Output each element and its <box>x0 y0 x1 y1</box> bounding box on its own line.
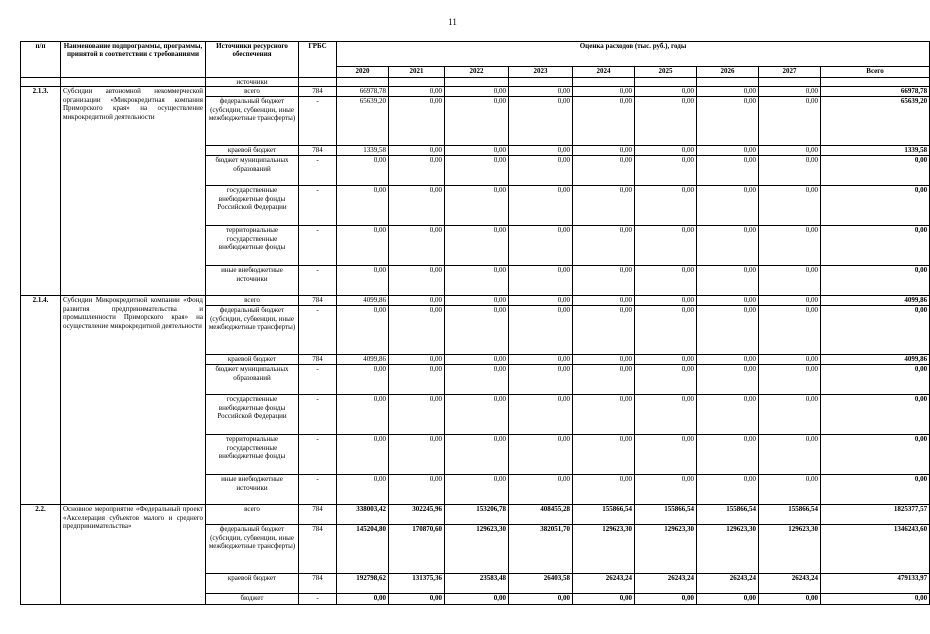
row-total: 0,00 <box>821 226 930 266</box>
row-value: 0,00 <box>509 475 573 505</box>
row-value: 0,00 <box>759 296 821 306</box>
row-value: 26243,24 <box>573 574 635 594</box>
row-value: 382051,70 <box>509 525 573 574</box>
row-value: 0,00 <box>759 365 821 395</box>
row-code: 2.1.4. <box>21 296 61 505</box>
row-value: 0,00 <box>389 365 445 395</box>
row-value: 0,00 <box>635 266 697 296</box>
row-value: 0,00 <box>759 97 821 146</box>
row-value: 0,00 <box>759 395 821 435</box>
row-grbs: 784 <box>299 505 337 525</box>
row-value: 0,00 <box>389 146 445 156</box>
row-name: Субсидии автономной некоммерческой организации «Микрокредитная компания Приморского края» на осуществление микрокредитной деятельности <box>61 87 206 296</box>
row-value: 302245,96 <box>389 505 445 525</box>
row-value: 0,00 <box>697 226 759 266</box>
header-year: 2025 <box>635 67 697 78</box>
row-grbs: - <box>299 186 337 226</box>
row-value: 0,00 <box>573 435 635 475</box>
row-grbs: 784 <box>299 525 337 574</box>
header-year: 2024 <box>573 67 635 78</box>
row-source: государственные внебюджетные фонды Российской Федерации <box>206 186 299 226</box>
row-value: 0,00 <box>635 296 697 306</box>
row-grbs: 784 <box>299 574 337 594</box>
row-value: 0,00 <box>635 226 697 266</box>
row-total: 0,00 <box>821 186 930 226</box>
row-value: 0,00 <box>635 365 697 395</box>
row-source: государственные внебюджетные фонды Российской Федерации <box>206 395 299 435</box>
row-value: 4099,86 <box>337 296 389 306</box>
row-source: краевой бюджет <box>206 146 299 156</box>
page-number: 11 <box>448 17 457 27</box>
row-value: 0,00 <box>573 306 635 355</box>
row-value: 192798,62 <box>337 574 389 594</box>
row-value: 0,00 <box>389 87 445 97</box>
row-value: 0,00 <box>445 395 509 435</box>
row-value: 0,00 <box>759 156 821 186</box>
row-value: 0,00 <box>509 435 573 475</box>
row-value: 0,00 <box>389 306 445 355</box>
row-grbs: - <box>299 306 337 355</box>
row-value: 408455,28 <box>509 505 573 525</box>
row-grbs: - <box>299 435 337 475</box>
row-total: 0,00 <box>821 266 930 296</box>
row-grbs: - <box>299 97 337 146</box>
row-value: 0,00 <box>697 296 759 306</box>
row-value: 0,00 <box>759 186 821 226</box>
row-value: 0,00 <box>389 355 445 365</box>
row-value: 0,00 <box>337 186 389 226</box>
row-value: 155866,54 <box>635 505 697 525</box>
row-value: 0,00 <box>337 594 389 605</box>
row-source: территориальные государственные внебюджетные фонды <box>206 435 299 475</box>
row-value: 0,00 <box>759 475 821 505</box>
row-total: 4099,86 <box>821 296 930 306</box>
row-value: 0,00 <box>759 226 821 266</box>
row-value: 0,00 <box>635 156 697 186</box>
budget-table <box>20 41 930 605</box>
row-value: 0,00 <box>389 226 445 266</box>
row-grbs: - <box>299 365 337 395</box>
row-grbs: - <box>299 475 337 505</box>
row-value: 0,00 <box>573 365 635 395</box>
row-value: 65639,20 <box>337 97 389 146</box>
row-source: бюджет муниципальных образований <box>206 156 299 186</box>
row-value: 0,00 <box>509 87 573 97</box>
row-value: 0,00 <box>389 594 445 605</box>
row-value: 170870,60 <box>389 525 445 574</box>
header-year: 2021 <box>389 67 445 78</box>
row-value: 0,00 <box>573 146 635 156</box>
row-name: Субсидии Микрокредитной компании «Фонд развития предпринимательства и промышленности Приморского края» на осуществление микрокредитной деятельности <box>61 296 206 505</box>
row-value: 0,00 <box>697 97 759 146</box>
row-value: 0,00 <box>509 146 573 156</box>
row-source: федеральный бюджет (субсидии, субвенции, иные межбюджетные трансферты) <box>206 97 299 146</box>
row-value: 0,00 <box>445 435 509 475</box>
table-row <box>21 87 930 97</box>
row-source: всего <box>206 296 299 306</box>
row-value: 0,00 <box>573 186 635 226</box>
row-value: 0,00 <box>445 186 509 226</box>
row-total: 1346243,60 <box>821 525 930 574</box>
row-source: федеральный бюджет (субсидии, субвенции, иные межбюджетные трансферты) <box>206 306 299 355</box>
row-value: 0,00 <box>445 266 509 296</box>
row-value: 26403,58 <box>509 574 573 594</box>
header-name: Наименование подпрограммы, программы, принятой в соответствии с требованиями <box>61 42 206 78</box>
row-value: 153206,78 <box>445 505 509 525</box>
row-value: 0,00 <box>509 355 573 365</box>
row-value: 0,00 <box>697 395 759 435</box>
row-source: федеральный бюджет (субсидии, субвенции, иные межбюджетные трансферты) <box>206 525 299 574</box>
row-value: 0,00 <box>697 146 759 156</box>
row-name: Основное мероприятие «Федеральный проект «Акселерация субъектов малого и среднего предпринимательства» <box>61 505 206 605</box>
row-value: 4099,86 <box>337 355 389 365</box>
header-year: 2020 <box>337 67 389 78</box>
row-grbs: 784 <box>299 87 337 97</box>
row-value: 0,00 <box>509 226 573 266</box>
row-total: 0,00 <box>821 395 930 435</box>
header-year: 2026 <box>697 67 759 78</box>
row-value: 0,00 <box>445 594 509 605</box>
row-value: 129623,30 <box>759 525 821 574</box>
row-value: 155866,54 <box>573 505 635 525</box>
row-value: 155866,54 <box>697 505 759 525</box>
table-body <box>21 87 930 605</box>
row-value: 0,00 <box>635 97 697 146</box>
row-grbs: - <box>299 266 337 296</box>
row-value: 0,00 <box>337 156 389 186</box>
header-carry-source: источники <box>206 78 299 87</box>
row-total: 0,00 <box>821 475 930 505</box>
row-value: 26243,24 <box>759 574 821 594</box>
row-value: 131375,36 <box>389 574 445 594</box>
header-grbs: ГРБС <box>299 42 337 78</box>
row-value: 0,00 <box>573 266 635 296</box>
row-value: 0,00 <box>509 395 573 435</box>
row-value: 0,00 <box>389 475 445 505</box>
row-value: 0,00 <box>389 435 445 475</box>
row-value: 0,00 <box>697 365 759 395</box>
row-value: 129623,30 <box>697 525 759 574</box>
row-total: 479133,97 <box>821 574 930 594</box>
row-value: 1339,58 <box>337 146 389 156</box>
row-value: 129623,30 <box>445 525 509 574</box>
row-value: 0,00 <box>337 266 389 296</box>
row-source: иные внебюджетные источники <box>206 266 299 296</box>
row-source: всего <box>206 87 299 97</box>
row-value: 0,00 <box>509 156 573 186</box>
row-total: 66978,78 <box>821 87 930 97</box>
row-value: 0,00 <box>635 475 697 505</box>
row-value: 0,00 <box>445 355 509 365</box>
row-value: 0,00 <box>445 156 509 186</box>
row-value: 26243,24 <box>635 574 697 594</box>
row-grbs: 784 <box>299 146 337 156</box>
row-value: 0,00 <box>389 395 445 435</box>
header-year: 2023 <box>509 67 573 78</box>
row-value: 0,00 <box>445 296 509 306</box>
row-value: 26243,24 <box>697 574 759 594</box>
row-value: 0,00 <box>389 296 445 306</box>
row-value: 0,00 <box>445 226 509 266</box>
row-value: 0,00 <box>573 296 635 306</box>
row-value: 0,00 <box>337 475 389 505</box>
header-estimate: Оценка расходов (тыс. руб.), годы <box>337 42 930 67</box>
row-grbs: - <box>299 226 337 266</box>
table-row <box>21 296 930 306</box>
row-value: 0,00 <box>759 594 821 605</box>
row-value: 0,00 <box>697 594 759 605</box>
row-value: 145204,80 <box>337 525 389 574</box>
row-source: территориальные государственные внебюджетные фонды <box>206 226 299 266</box>
row-value: 0,00 <box>759 87 821 97</box>
row-source: бюджет <box>206 594 299 605</box>
row-source: краевой бюджет <box>206 574 299 594</box>
row-value: 0,00 <box>635 355 697 365</box>
row-total: 65639,20 <box>821 97 930 146</box>
row-value: 0,00 <box>635 306 697 355</box>
row-value: 0,00 <box>573 226 635 266</box>
row-value: 0,00 <box>573 87 635 97</box>
row-value: 0,00 <box>509 365 573 395</box>
row-value: 0,00 <box>759 435 821 475</box>
row-value: 0,00 <box>697 266 759 296</box>
header-year: 2022 <box>445 67 509 78</box>
row-value: 0,00 <box>635 395 697 435</box>
row-value: 0,00 <box>337 435 389 475</box>
row-source: бюджет муниципальных образований <box>206 365 299 395</box>
row-value: 23583,48 <box>445 574 509 594</box>
row-value: 0,00 <box>445 146 509 156</box>
row-code: 2.2. <box>21 505 61 605</box>
row-value: 338003,42 <box>337 505 389 525</box>
row-value: 0,00 <box>445 365 509 395</box>
row-value: 0,00 <box>573 475 635 505</box>
row-total: 0,00 <box>821 435 930 475</box>
row-value: 0,00 <box>509 186 573 226</box>
row-value: 0,00 <box>445 475 509 505</box>
table-row <box>21 505 930 525</box>
row-value: 0,00 <box>635 146 697 156</box>
row-code: 2.1.3. <box>21 87 61 296</box>
row-grbs: 784 <box>299 355 337 365</box>
row-source: краевой бюджет <box>206 355 299 365</box>
row-value: 0,00 <box>445 306 509 355</box>
row-value: 0,00 <box>573 355 635 365</box>
row-value: 0,00 <box>509 266 573 296</box>
row-value: 0,00 <box>337 395 389 435</box>
row-value: 0,00 <box>697 355 759 365</box>
row-value: 0,00 <box>635 594 697 605</box>
row-value: 0,00 <box>337 365 389 395</box>
row-total: 4099,86 <box>821 355 930 365</box>
row-value: 0,00 <box>635 435 697 475</box>
row-grbs: - <box>299 594 337 605</box>
row-value: 0,00 <box>759 146 821 156</box>
row-value: 0,00 <box>697 87 759 97</box>
row-value: 0,00 <box>759 306 821 355</box>
row-grbs: 784 <box>299 296 337 306</box>
row-value: 0,00 <box>337 226 389 266</box>
row-value: 0,00 <box>697 186 759 226</box>
row-value: 0,00 <box>635 186 697 226</box>
row-value: 0,00 <box>445 87 509 97</box>
row-value: 0,00 <box>635 87 697 97</box>
row-total: 1339,58 <box>821 146 930 156</box>
row-source: всего <box>206 505 299 525</box>
row-source: иные внебюджетные источники <box>206 475 299 505</box>
row-value: 0,00 <box>509 97 573 146</box>
row-value: 0,00 <box>445 97 509 146</box>
row-value: 0,00 <box>573 594 635 605</box>
row-total: 0,00 <box>821 365 930 395</box>
row-value: 0,00 <box>759 266 821 296</box>
row-value: 0,00 <box>573 97 635 146</box>
row-total: 0,00 <box>821 156 930 186</box>
row-value: 0,00 <box>573 156 635 186</box>
row-grbs: - <box>299 156 337 186</box>
table-header <box>21 42 930 87</box>
row-value: 0,00 <box>389 97 445 146</box>
row-value: 0,00 <box>759 355 821 365</box>
row-grbs: - <box>299 395 337 435</box>
row-value: 0,00 <box>697 435 759 475</box>
row-value: 66978,78 <box>337 87 389 97</box>
row-total: 1825377,57 <box>821 505 930 525</box>
header-source: Источники ресурсного обеспечения <box>206 42 299 78</box>
header-num: п/п <box>21 42 61 78</box>
row-value: 0,00 <box>509 594 573 605</box>
row-value: 129623,30 <box>635 525 697 574</box>
row-value: 0,00 <box>697 306 759 355</box>
row-value: 0,00 <box>509 296 573 306</box>
row-value: 0,00 <box>697 475 759 505</box>
row-total: 0,00 <box>821 594 930 605</box>
row-value: 0,00 <box>697 156 759 186</box>
row-value: 129623,30 <box>573 525 635 574</box>
header-year: 2027 <box>759 67 821 78</box>
row-value: 0,00 <box>389 266 445 296</box>
row-value: 0,00 <box>573 395 635 435</box>
row-value: 0,00 <box>389 186 445 226</box>
header-year: Всего <box>821 67 930 78</box>
row-total: 0,00 <box>821 306 930 355</box>
row-value: 0,00 <box>389 156 445 186</box>
row-value: 155866,54 <box>759 505 821 525</box>
row-value: 0,00 <box>509 306 573 355</box>
row-value: 0,00 <box>337 306 389 355</box>
